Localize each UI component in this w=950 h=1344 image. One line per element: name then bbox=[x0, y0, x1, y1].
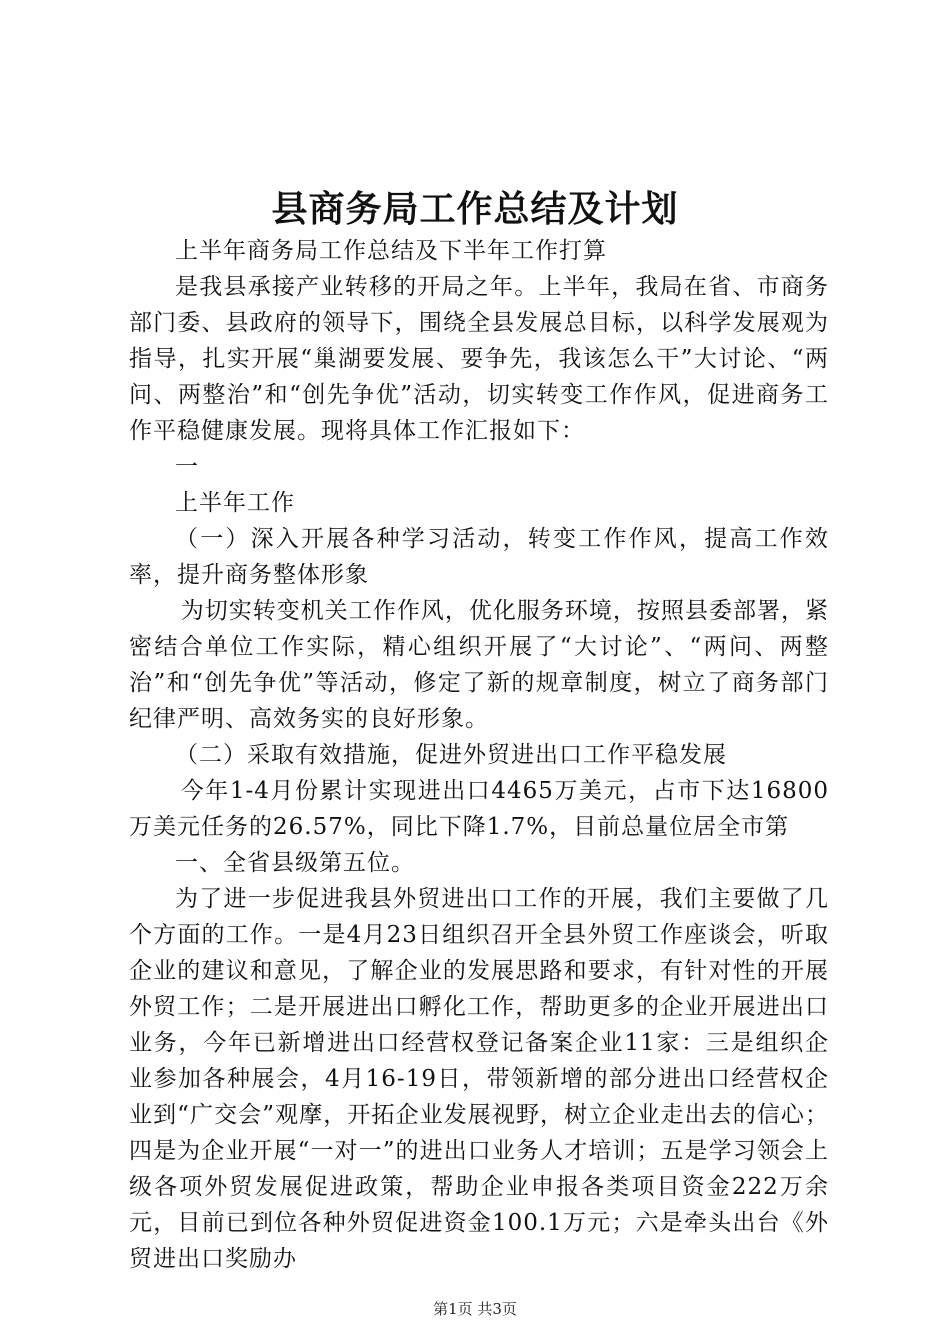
paragraph-section-number: 一 bbox=[175, 454, 199, 480]
paragraph-subheading-1: （一）深入开展各种学习活动，转变工作作风，提高工作效率，提升商务整体形象 bbox=[129, 526, 829, 588]
paragraph-body-3: 一、全省县级第五位。 bbox=[175, 850, 415, 876]
paragraph-body-4: 为了进一步促进我县外贸进出口工作的开展，我们主要做了几个方面的工作。一是4月23日组织召开全县外贸工作座谈会，听取企业的建议和意见，了解企业的发展思路和要求，有针对性的开展外贸工作；二是开展进出口孵化工作，帮助更多的企业开展进出口业务，今年已新增进出口经营权登记备案企业11家：三是组织企业参加各种展会，4月16-19日，带领新增的部分进出口经营权企业到“广交会”观摩，开拓企业发展视野，树立企业走出去的信心；四是为企业开展“一对一”的进出口业务人才培训；五是学习领会上级各项外贸发展促进政策，帮助企业申报各类项目资金222万余元，目前已到位各种外贸促进资金100.1万元；六是牵头出台《外贸进出口奖励办 bbox=[129, 886, 829, 1272]
paragraph-section-heading: 上半年工作 bbox=[175, 490, 295, 516]
document-body bbox=[129, 233, 829, 1277]
document-title: 县商务局工作总结及计划 bbox=[271, 188, 679, 230]
page-footer: 第1页 共3页 bbox=[433, 1300, 517, 1318]
paragraph-body-2: 今年1-4月份累计实现进出口4465万美元，占市下达16800万美元任务的26.57%，同比下降1.7%，目前总量位居全市第 bbox=[129, 778, 829, 840]
paragraph-subheading-2: （二）采取有效措施，促进外贸进出口工作平稳发展 bbox=[175, 742, 727, 768]
paragraph-body-1: 为切实转变机关工作作风，优化服务环境，按照县委部署，紧密结合单位工作实际，精心组织开展了“大讨论”、“两问、两整治”和“创先争优”等活动，修定了新的规章制度，树立了商务部门纪律严明、高效务实的良好形象。 bbox=[129, 598, 829, 732]
paragraph-subtitle: 上半年商务局工作总结及下半年工作打算 bbox=[175, 238, 607, 264]
paragraph-intro: 是我县承接产业转移的开局之年。上半年，我局在省、市商务部门委、县政府的领导下，围绕全县发展总目标，以科学发展观为指导，扎实开展“巢湖要发展、要争先，我该怎么干”大讨论、“两问、两整治”和“创先争优”活动，切实转变工作作风，促进商务工作平稳健康发展。现将具体工作汇报如下： bbox=[129, 274, 829, 444]
